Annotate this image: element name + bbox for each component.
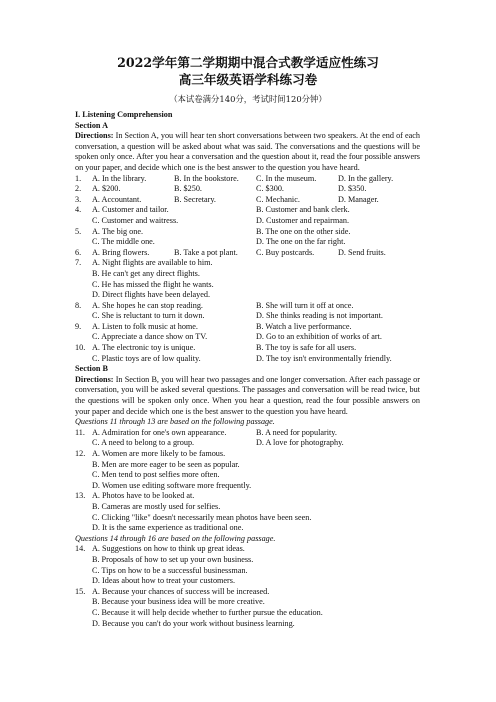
option-b: B. In the bookstore. [174, 173, 239, 183]
option-a: A. She hopes he can stop reading. [92, 300, 203, 310]
question-1 [75, 174, 420, 185]
exam-title: 2022学年第二学期期中混合式教学适应性练习 [117, 55, 379, 70]
option-b: B. Secretary. [174, 194, 216, 204]
option-d: D. Direct flights have been delayed. [92, 290, 210, 300]
option-d: D. Send fruits. [338, 247, 386, 257]
question-number: 15. [75, 586, 86, 596]
question-6 [75, 248, 420, 259]
question-5 [75, 227, 420, 248]
directions-text: In Section A, you will hear ten short conversations between two speakers. At the end of each conversation, a question will be asked about what was said. The conversations and the questions will be spoken only once. After you hear a conversation and the question about it, read the four possible answers on your paper, and decide which one is the best answer to the question you have heard. [75, 131, 420, 172]
section-b-directions [75, 375, 420, 417]
option-b: B. Men are more eager to be seen as popular. [92, 459, 240, 469]
question-11 [75, 428, 420, 449]
directions-label: Directions: [75, 131, 114, 141]
exam-subtitle-grade: 高三年级英语学科练习卷 [178, 72, 318, 87]
option-c: C. A need to belong to a group. [92, 438, 195, 448]
option-c: C. Tips on how to be a successful businessman. [92, 565, 248, 575]
question-number: 9. [75, 321, 82, 331]
option-b: B. The toy is safe for all users. [256, 343, 357, 353]
option-c: C. Mechanic. [256, 194, 300, 204]
directions-text: In Section B, you will hear two passages and one longer conversation. After each passage or conversation, you will be asked several questions. The passages and conversation will be read twice, but the questions will be spoken only once. When you hear a question, read the four possible answers on your paper and decide which one is the best answer to the question you have heard. [75, 374, 420, 416]
option-d: D. Ideas about how to treat your customers. [92, 576, 236, 586]
question-number: 14. [75, 544, 86, 554]
question-number: 12. [75, 449, 86, 458]
option-a: A. Admiration for one's own appearance. [92, 427, 227, 437]
option-d: D. Because you can't do your work without business learning. [92, 618, 295, 628]
option-a: A. $200. [92, 184, 121, 194]
option-d: D. In the gallery. [338, 173, 394, 183]
part-heading: I. Listening Comprehension [75, 110, 173, 119]
option-b: B. She will turn it off at once. [256, 300, 354, 310]
option-c: C. She is reluctant to turn it down. [92, 311, 205, 321]
question-number: 10. [75, 343, 86, 353]
question-2 [75, 184, 420, 195]
option-c: C. Buy postcards. [256, 247, 315, 257]
passage-instruction: Questions 14 through 16 are based on the following passage. [75, 533, 276, 543]
question-number: 2. [75, 184, 82, 194]
option-c: C. $300. [256, 184, 284, 194]
question-number: 3. [75, 194, 82, 204]
option-c: C. Clicking "like" doesn't necessarily mean photos have been seen. [92, 512, 312, 522]
option-d: D. Manager. [338, 194, 379, 204]
question-number: 8. [75, 300, 82, 310]
question-3 [75, 195, 420, 206]
directions-label: Directions: [75, 374, 114, 384]
option-c: C. Men tend to post selfies more often. [92, 470, 220, 480]
exam-content [75, 110, 420, 629]
option-b: B. He can't get any direct flights. [92, 268, 200, 278]
option-a: A. Bring flowers. [92, 247, 150, 257]
option-c: C. Because it will help decide whether to further pursue the education. [92, 607, 323, 617]
option-c: C. Customer and waitress. [92, 215, 179, 225]
question-number: 11. [75, 427, 85, 437]
exam-score-time: （本试卷满分140分，考试时间120分钟） [169, 94, 327, 104]
option-a: A. The electronic toy is unique. [92, 343, 196, 353]
option-d: D. Go to an exhibition of works of art. [256, 332, 382, 342]
section-a-heading: Section A [75, 120, 108, 130]
option-a: A. In the library. [92, 173, 147, 183]
option-a: A. Accountant. [92, 194, 142, 204]
option-a: A. Because your chances of success will be increased. [92, 586, 270, 596]
option-a: A. Photos have to be looked at. [92, 491, 195, 501]
option-b: B. Cameras are mostly used for selfies. [92, 501, 221, 511]
option-d: D. Customer and repairman. [256, 215, 349, 225]
question-number: 5. [75, 226, 82, 236]
section-a-directions [75, 131, 420, 173]
option-c: C. In the museum. [256, 173, 317, 183]
option-d: D. She thinks reading is not important. [256, 311, 383, 321]
option-d: D. Women use editing software more frequently. [92, 480, 252, 490]
question-number: 13. [75, 491, 86, 501]
option-b: B. Because your business idea will be more creative. [92, 597, 265, 607]
section-b-heading: Section B [75, 364, 108, 374]
question-14 [75, 544, 420, 586]
option-b: B. $250. [174, 184, 202, 194]
question-number: 6. [75, 247, 82, 257]
question-number: 7. [75, 258, 82, 268]
question-4 [75, 205, 420, 226]
question-number: 4. [75, 205, 82, 215]
option-a: A. Women are more likely to be famous. [92, 449, 226, 458]
option-d: D. It is the same experience as traditional one. [92, 523, 244, 533]
question-9 [75, 322, 420, 343]
option-d: D. The one on the far right. [256, 237, 346, 247]
option-b: B. Take a pot plant. [174, 247, 238, 257]
question-10 [75, 343, 420, 364]
option-a: A. The big one. [92, 226, 144, 236]
question-13 [75, 491, 420, 533]
question-7 [75, 258, 420, 300]
option-d: D. $350. [338, 184, 367, 194]
option-a: A. Night flights are available to him. [92, 258, 213, 268]
option-c: C. He has missed the flight he wants. [92, 279, 214, 289]
option-a: A. Customer and tailor. [92, 205, 169, 215]
option-b: B. Proposals of how to set up your own business. [92, 554, 254, 564]
option-c: C. Plastic toys are of low quality. [92, 353, 201, 363]
option-a: A. Suggestions on how to think up great ideas. [92, 544, 245, 554]
option-b: B. The one on the other side. [256, 226, 351, 236]
option-b: B. Watch a live performance. [256, 321, 352, 331]
question-8 [75, 301, 420, 322]
passage-instruction: Questions 11 through 13 are based on the following passage. [75, 417, 275, 427]
option-a: A. Listen to folk music at home. [92, 321, 198, 331]
option-c: C. Appreciate a dance show on TV. [92, 332, 208, 342]
question-12 [75, 449, 420, 491]
question-15 [75, 587, 420, 629]
question-number: 1. [75, 173, 82, 183]
option-b: B. A need for popularity. [256, 427, 337, 437]
option-b: B. Customer and bank clerk. [256, 205, 350, 215]
option-d: D. A love for photography. [256, 438, 344, 448]
option-c: C. The middle one. [92, 237, 155, 247]
option-d: D. The toy isn't environmentally friendly. [256, 353, 392, 363]
